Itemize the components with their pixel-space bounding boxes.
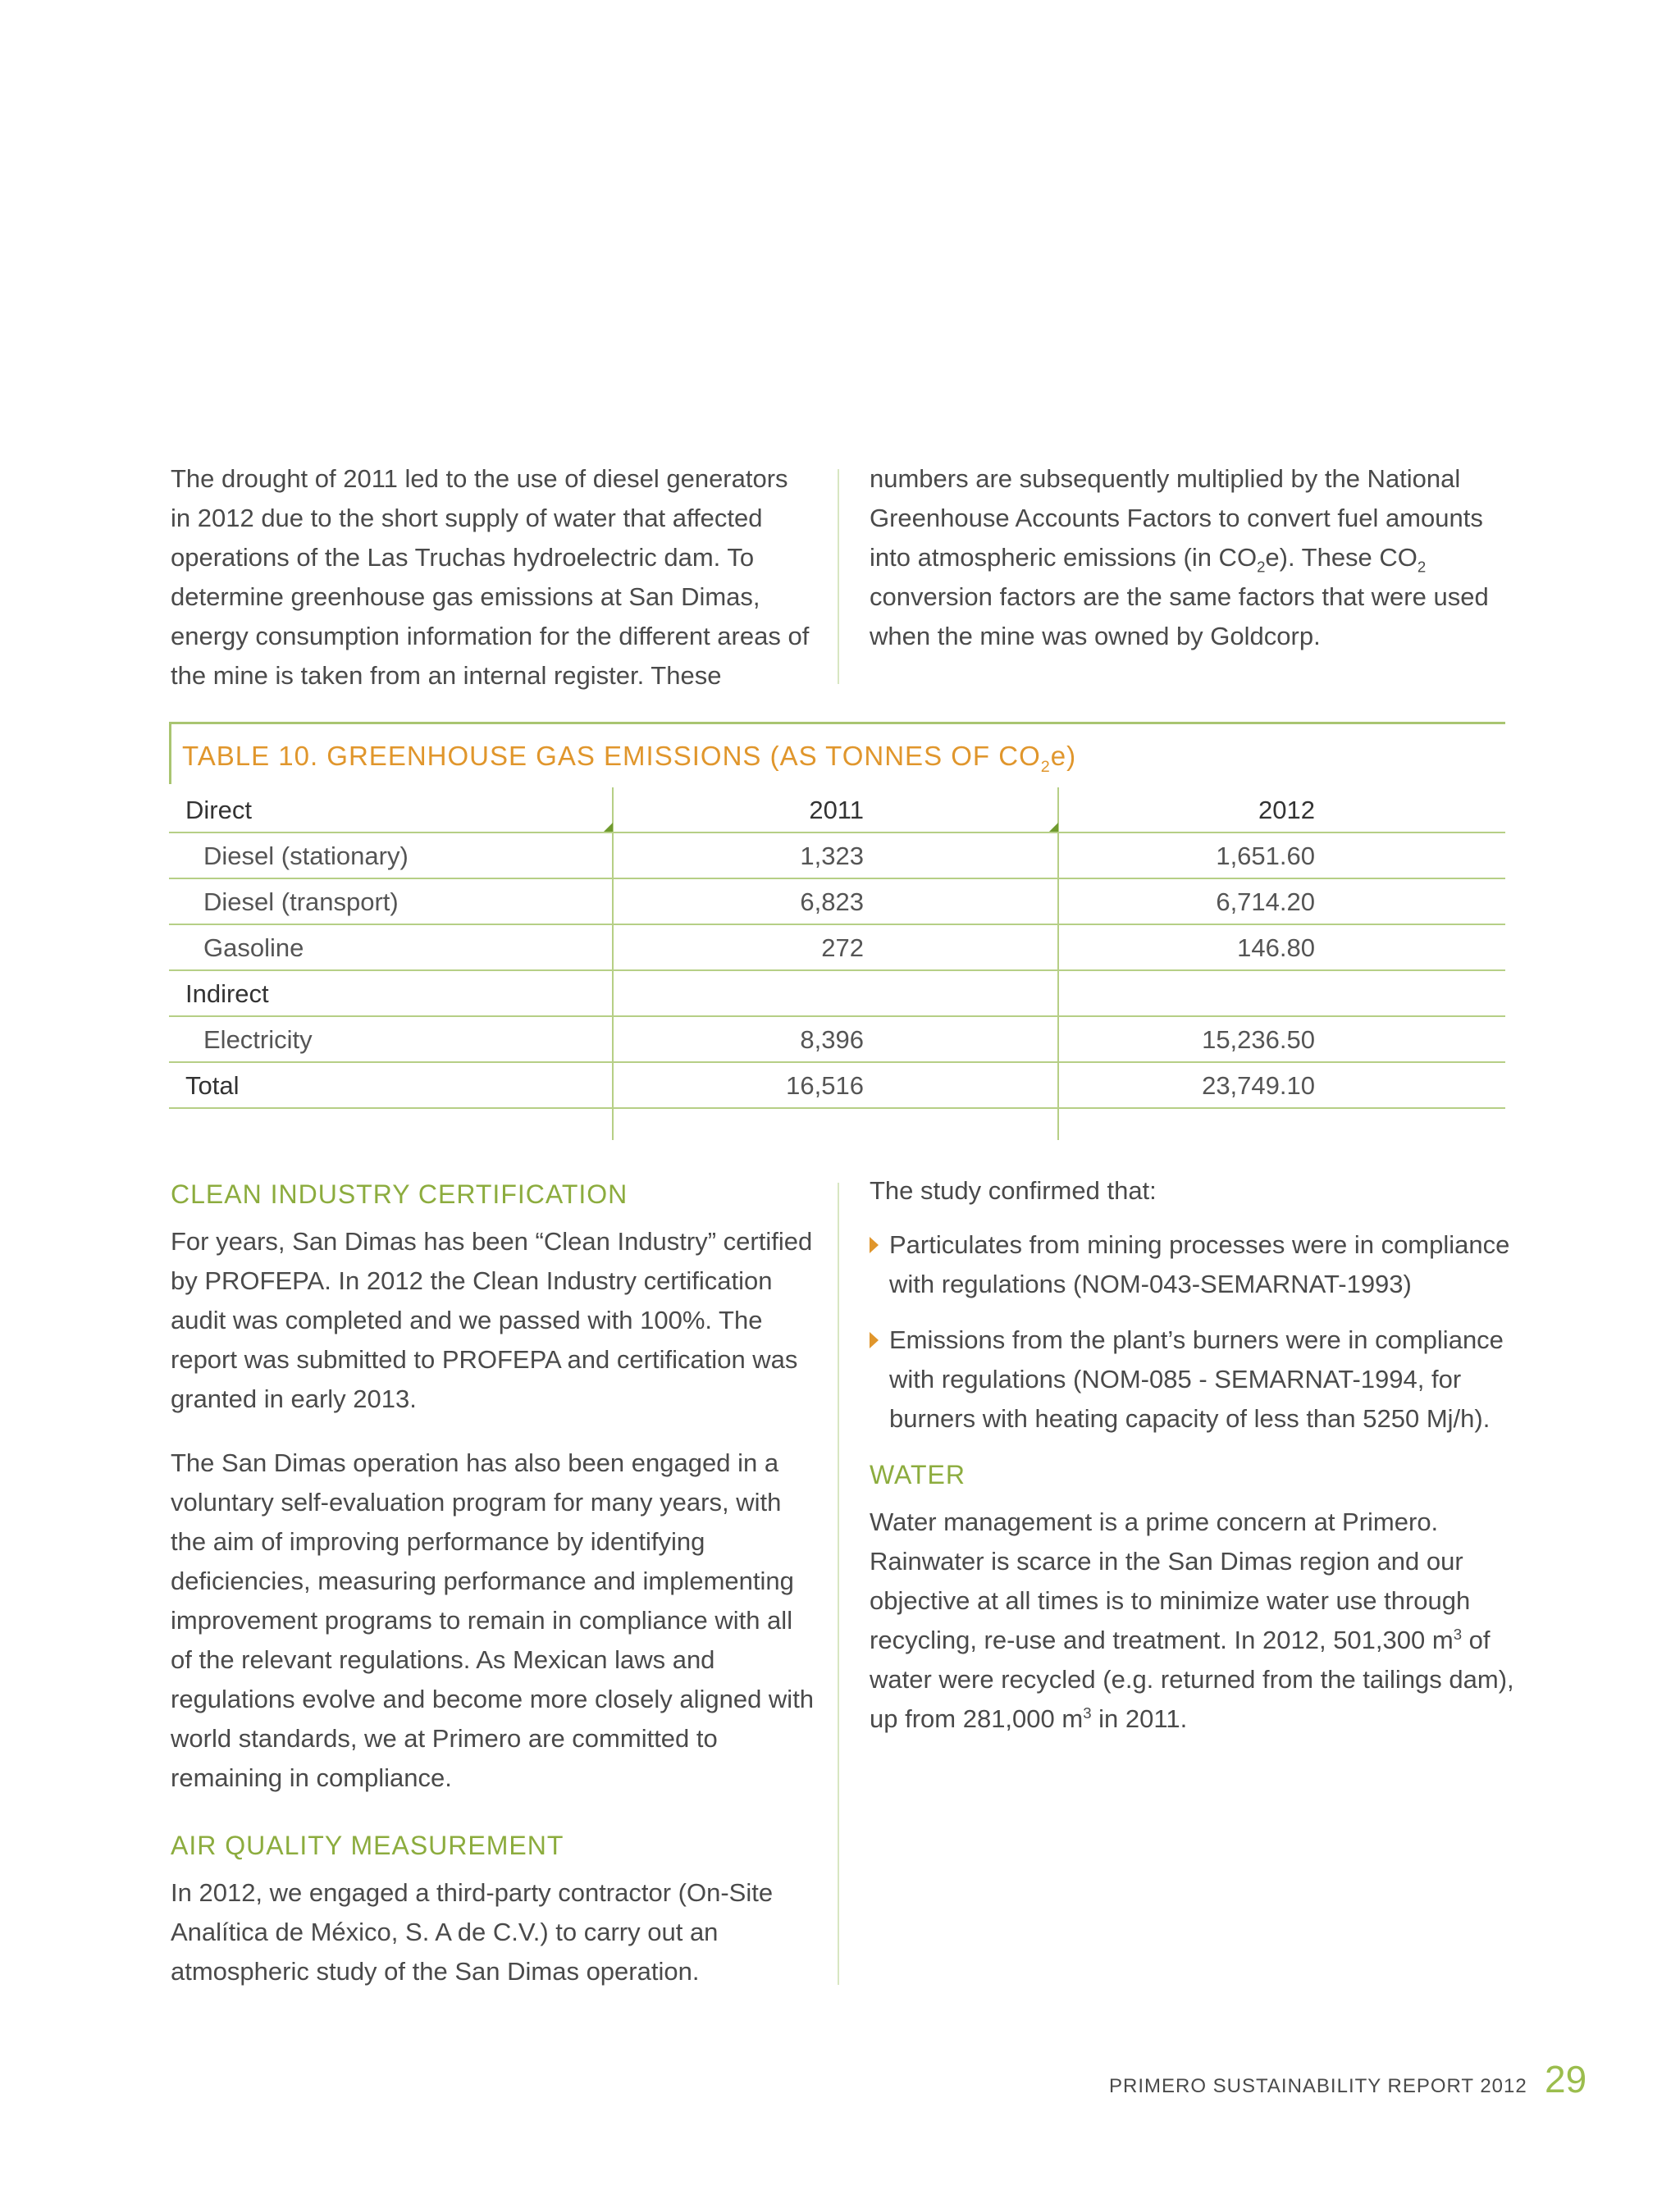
lower-right-column (870, 1171, 1518, 1739)
emissions-table (169, 787, 1505, 1109)
row-value-2011: 272 (821, 933, 864, 962)
bullet-arrow-icon (870, 1332, 879, 1348)
water-heading: WATER (870, 1460, 966, 1489)
row-label: Total (185, 1071, 240, 1100)
row-label: Diesel (transport) (203, 887, 399, 916)
row-value-2012: 6,714.20 (1216, 887, 1315, 916)
table-header-2011: 2011 (809, 796, 864, 824)
table-title: TABLE 10. GREENHOUSE GAS EMISSIONS (AS TONNES OF $CO_2e$) (182, 741, 1077, 776)
row-value-2011: 8,396 (800, 1025, 864, 1054)
row-value-2011: 6,823 (800, 887, 864, 916)
row-label: Diesel (stationary) (203, 842, 409, 870)
intro-left-paragraph: The drought of 2011 led to the use of diesel generators in 2012 due to the short supply of water that affected operations of the Las Truchas hydroelectric dam. To determine greenhouse gas emissions at San Dimas, energy consumption information for the different areas of the mine is taken from an internal register. These (171, 464, 810, 690)
intro-right-paragraph: numbers are subsequently multiplied by the National Greenhouse Accounts Factors to convert fuel amounts into atmospheric emissions (in $CO_2e$). These $CO_2$ conversion factors are the same factors that were used when the mine was owned by Goldcorp. (870, 464, 1489, 650)
table-left-rule (169, 722, 171, 784)
table-row (169, 879, 1505, 925)
list-item: Emissions from the plant’s burners were in compliance with regulations (NOM-085 - SEMARNAT-1994, for burners with heating capacity of less than 5250 Mj/h). (870, 1321, 1518, 1439)
table-section-row (169, 971, 1505, 1017)
row-value-2012: 15,236.50 (1202, 1025, 1315, 1054)
page-number: 29 (1545, 2058, 1587, 2100)
footer-report-title: PRIMERO SUSTAINABILITY REPORT 2012 (1109, 2075, 1527, 2097)
table-row (169, 925, 1505, 971)
row-label: Indirect (185, 979, 269, 1008)
row-label: Gasoline (203, 933, 304, 962)
intro-column-divider (838, 469, 839, 684)
row-value-2012: 1,651.60 (1216, 842, 1315, 870)
study-findings-list (870, 1225, 1518, 1439)
lower-left-column (171, 1175, 819, 1991)
clean-industry-heading: CLEAN INDUSTRY CERTIFICATION (171, 1179, 628, 1209)
row-label: Electricity (203, 1025, 313, 1054)
study-intro: The study confirmed that: (870, 1176, 1157, 1205)
table-header-2012: 2012 (1258, 796, 1315, 824)
row-value-2011: 1,323 (800, 842, 864, 870)
row-value-2012: 146.80 (1237, 933, 1315, 962)
row-value-2012: 23,749.10 (1202, 1071, 1315, 1100)
table-row (169, 833, 1505, 879)
clean-industry-paragraph-2: The San Dimas operation has also been engaged in a voluntary self-evaluation program for many years, with the aim of improving performance by identifying deficiencies, measuring performance and implementing improvement programs to remain in compliance with all of the relevant regulations. As Mexican laws and regulations evolve and become more closely aligned with world standards, we at Primero are committed to remaining in compliance. (171, 1448, 815, 1792)
bullet-arrow-icon (870, 1237, 879, 1253)
intro-left-column (171, 459, 810, 696)
table-total-row (169, 1063, 1505, 1109)
table-top-rule (169, 722, 1505, 724)
row-value-2011: 16,516 (786, 1071, 864, 1100)
table-header-row (169, 787, 1505, 833)
table-header-category: Direct (185, 796, 252, 824)
air-quality-paragraph: In 2012, we engaged a third-party contractor (On-Site Analítica de México, S. A de C.V.) to carry out an atmospheric study of the San Dimas operation. (171, 1878, 774, 1986)
list-item: Particulates from mining processes were in compliance with regulations (NOM-043-SEMARNAT-1993) (870, 1225, 1518, 1304)
lower-column-divider (838, 1183, 839, 1985)
air-quality-heading: AIR QUALITY MEASUREMENT (171, 1831, 564, 1860)
table-row (169, 1017, 1505, 1063)
clean-industry-paragraph-1: For years, San Dimas has been “Clean Industry” certified by PROFEPA. In 2012 the Clean Industry certification audit was completed and we passed with 100%. The report was submitted to PROFEPA and certification was granted in early 2013. (171, 1227, 813, 1413)
water-paragraph: Water management is a prime concern at Primero. Rainwater is scarce in the San Dimas region and our objective at all times is to minimize water use through recycling, re-use and treatment. In 2012, 501,300 $m^3$ of water were recycled (e.g. returned from the tailings dam), up from 281,000 $m^3$ in 2011. (870, 1508, 1514, 1733)
intro-right-column (870, 459, 1509, 656)
